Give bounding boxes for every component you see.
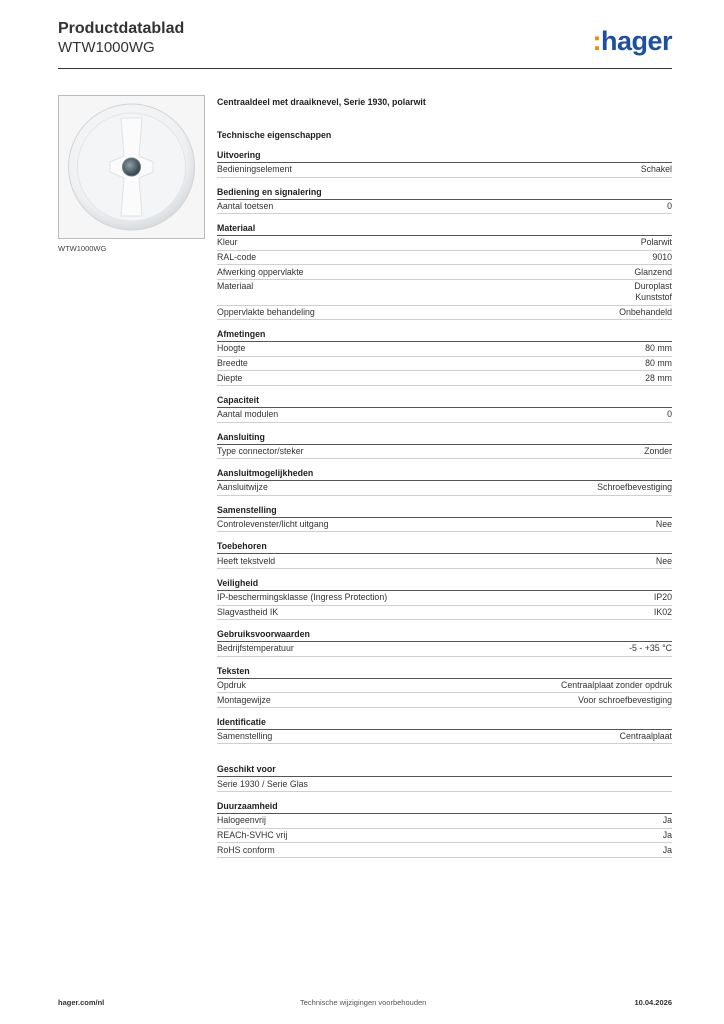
spec-row bbox=[217, 445, 672, 460]
spec-value bbox=[663, 815, 672, 826]
spec-row bbox=[217, 829, 672, 844]
section-heading: Teksten bbox=[217, 664, 672, 679]
spec-label: Serie 1930 / Serie Glas bbox=[217, 778, 308, 789]
spec-sections bbox=[217, 148, 672, 858]
spec-value bbox=[634, 281, 672, 303]
spec-value-line: 9010 bbox=[652, 252, 672, 263]
spec-label: Opdruk bbox=[217, 679, 246, 690]
spec-row bbox=[217, 481, 672, 496]
spec-row bbox=[217, 280, 672, 306]
spec-label: Oppervlakte behandeling bbox=[217, 306, 315, 317]
section-heading: Toebehoren bbox=[217, 539, 672, 554]
spec-value-line: 80 mm bbox=[645, 358, 672, 369]
spec-row bbox=[217, 357, 672, 372]
spec-label: Hoogte bbox=[217, 343, 246, 354]
footer-website: hager.com/nl bbox=[58, 998, 105, 1007]
spec-label: RoHS conform bbox=[217, 844, 275, 855]
spec-value bbox=[667, 409, 672, 420]
spec-label: Diepte bbox=[217, 372, 243, 383]
spec-label: Heeft tekstveld bbox=[217, 555, 276, 566]
footer-date: 10.04.2026 bbox=[634, 998, 672, 1007]
spec-value-line: 0 bbox=[667, 409, 672, 420]
spec-row bbox=[217, 642, 672, 657]
spec-row bbox=[217, 408, 672, 423]
section-heading: Aansluiting bbox=[217, 430, 672, 445]
tech-heading: Technische eigenschappen bbox=[217, 130, 332, 140]
spec-value bbox=[597, 482, 672, 493]
spec-section bbox=[217, 664, 672, 708]
spec-section bbox=[217, 393, 672, 423]
spec-section bbox=[217, 799, 672, 858]
spec-value bbox=[652, 252, 672, 263]
spec-label: Afwerking oppervlakte bbox=[217, 266, 304, 277]
section-heading: Bediening en signalering bbox=[217, 185, 672, 200]
spec-row bbox=[217, 200, 672, 215]
spec-value bbox=[629, 643, 672, 654]
spec-label: Bedrijfstemperatuur bbox=[217, 643, 294, 654]
spec-label: Kleur bbox=[217, 237, 238, 248]
spec-value bbox=[656, 556, 672, 567]
section-heading: Uitvoering bbox=[217, 148, 672, 163]
spec-section bbox=[217, 327, 672, 386]
spec-label: Aantal modulen bbox=[217, 409, 279, 420]
spec-value bbox=[619, 307, 672, 318]
spec-section bbox=[217, 185, 672, 215]
spec-row bbox=[217, 606, 672, 621]
spec-value bbox=[634, 267, 672, 278]
spec-value-line: 28 mm bbox=[645, 372, 672, 383]
spec-row bbox=[217, 342, 672, 357]
spec-content bbox=[217, 96, 672, 858]
spec-row bbox=[217, 679, 672, 694]
spec-label: Type connector/steker bbox=[217, 445, 304, 456]
spec-label: RAL-code bbox=[217, 252, 257, 263]
spec-row bbox=[217, 518, 672, 533]
section-heading: Geschikt voor bbox=[217, 762, 672, 777]
section-heading: Samenstelling bbox=[217, 503, 672, 518]
spec-section bbox=[217, 430, 672, 460]
spec-value bbox=[641, 237, 672, 248]
product-photo-icon bbox=[59, 96, 204, 238]
spec-value-line: Ja bbox=[662, 844, 672, 855]
spec-value-line: Onbehandeld bbox=[619, 306, 672, 317]
spec-value bbox=[654, 607, 672, 618]
spec-row bbox=[217, 693, 672, 708]
spec-label: Samenstelling bbox=[217, 731, 273, 742]
spec-section bbox=[217, 148, 672, 178]
footer-disclaimer: Technische wijzigingen voorbehouden bbox=[300, 998, 427, 1007]
spec-label: Aantal toetsen bbox=[217, 200, 274, 211]
page-title: Productdatablad bbox=[58, 20, 185, 37]
section-heading: Duurzaamheid bbox=[217, 799, 672, 814]
header-divider bbox=[58, 68, 672, 69]
spec-label: Breedte bbox=[217, 358, 248, 369]
spec-value-line: IK02 bbox=[653, 606, 672, 617]
spec-value-line: IP20 bbox=[653, 592, 672, 603]
spec-row bbox=[217, 251, 672, 266]
spec-row bbox=[217, 306, 672, 321]
product-code: WTW1000WG bbox=[58, 39, 155, 56]
spec-section bbox=[217, 221, 672, 320]
spec-value bbox=[578, 695, 672, 706]
spec-label: Controlevenster/licht uitgang bbox=[217, 519, 329, 530]
spec-row bbox=[217, 371, 672, 386]
product-image bbox=[58, 95, 205, 239]
spec-row bbox=[217, 730, 672, 745]
spec-value bbox=[561, 680, 672, 691]
spec-value bbox=[645, 358, 672, 369]
spec-section bbox=[217, 762, 672, 792]
spec-value bbox=[620, 731, 672, 742]
section-heading: Afmetingen bbox=[217, 327, 672, 342]
spec-label: Halogeenvrij bbox=[217, 815, 266, 826]
spec-row bbox=[217, 163, 672, 178]
spec-label: Montagewijze bbox=[217, 694, 271, 705]
section-heading: Veiligheid bbox=[217, 576, 672, 591]
spec-label: REACh-SVHC vrij bbox=[217, 829, 288, 840]
spec-section bbox=[217, 539, 672, 569]
section-heading: Identificatie bbox=[217, 715, 672, 730]
spec-section bbox=[217, 466, 672, 496]
spec-value-line: Kunststof bbox=[635, 292, 672, 303]
spec-row bbox=[217, 814, 672, 829]
spec-value-line: Nee bbox=[655, 555, 672, 566]
spec-value-line: Nee bbox=[655, 519, 672, 530]
section-heading: Aansluitmogelijkheden bbox=[217, 466, 672, 481]
spec-value-line: Ja bbox=[662, 829, 672, 840]
spec-value-line: Polarwit bbox=[640, 237, 672, 248]
hager-logo: :hager bbox=[592, 26, 672, 56]
section-heading: Gebruiksvoorwaarden bbox=[217, 627, 672, 642]
spec-value-line: Centraalplaat bbox=[619, 731, 672, 742]
spec-value bbox=[644, 446, 672, 457]
spec-section bbox=[217, 576, 672, 620]
spec-row bbox=[217, 777, 672, 792]
spec-value bbox=[663, 845, 672, 856]
spec-row bbox=[217, 265, 672, 280]
section-heading: Capaciteit bbox=[217, 393, 672, 408]
spec-value-line: 80 mm bbox=[645, 343, 672, 354]
spec-value-line: Glanzend bbox=[634, 266, 672, 277]
spec-value bbox=[656, 519, 672, 530]
spec-row bbox=[217, 843, 672, 858]
spec-row bbox=[217, 236, 672, 251]
spec-value-line: Voor schroefbevestiging bbox=[578, 694, 672, 705]
spec-value bbox=[645, 373, 672, 384]
product-title: Centraaldeel met draaiknevel, Serie 1930, polarwit bbox=[217, 97, 426, 107]
spec-value-line: Schakel bbox=[640, 164, 672, 175]
spec-value-line: Centraalplaat zonder opdruk bbox=[560, 679, 672, 690]
spec-value bbox=[654, 592, 672, 603]
spec-section bbox=[217, 503, 672, 533]
spec-label: Aansluitwijze bbox=[217, 482, 268, 493]
spec-label: Materiaal bbox=[217, 281, 254, 292]
spec-value-line: -5 - +35 °C bbox=[629, 643, 672, 654]
spec-label: Slagvastheid IK bbox=[217, 606, 279, 617]
spec-value-line: 0 bbox=[667, 200, 672, 211]
spec-value-line: Duroplast bbox=[634, 281, 672, 292]
spec-value-line: Ja bbox=[662, 815, 672, 826]
spec-value bbox=[645, 343, 672, 354]
spec-label: Bedieningselement bbox=[217, 164, 292, 175]
spec-value-line: Schroefbevestiging bbox=[597, 482, 672, 493]
spec-value bbox=[641, 164, 672, 175]
spec-value bbox=[663, 830, 672, 841]
spec-row bbox=[217, 554, 672, 569]
spec-section bbox=[217, 715, 672, 745]
spec-row bbox=[217, 591, 672, 606]
spec-value-line: Zonder bbox=[644, 445, 672, 456]
section-heading: Materiaal bbox=[217, 221, 672, 236]
spec-label: IP-beschermingsklasse (Ingress Protection) bbox=[217, 592, 388, 603]
spec-section bbox=[217, 627, 672, 657]
image-caption: WTW1000WG bbox=[58, 244, 107, 253]
spec-value bbox=[667, 201, 672, 212]
